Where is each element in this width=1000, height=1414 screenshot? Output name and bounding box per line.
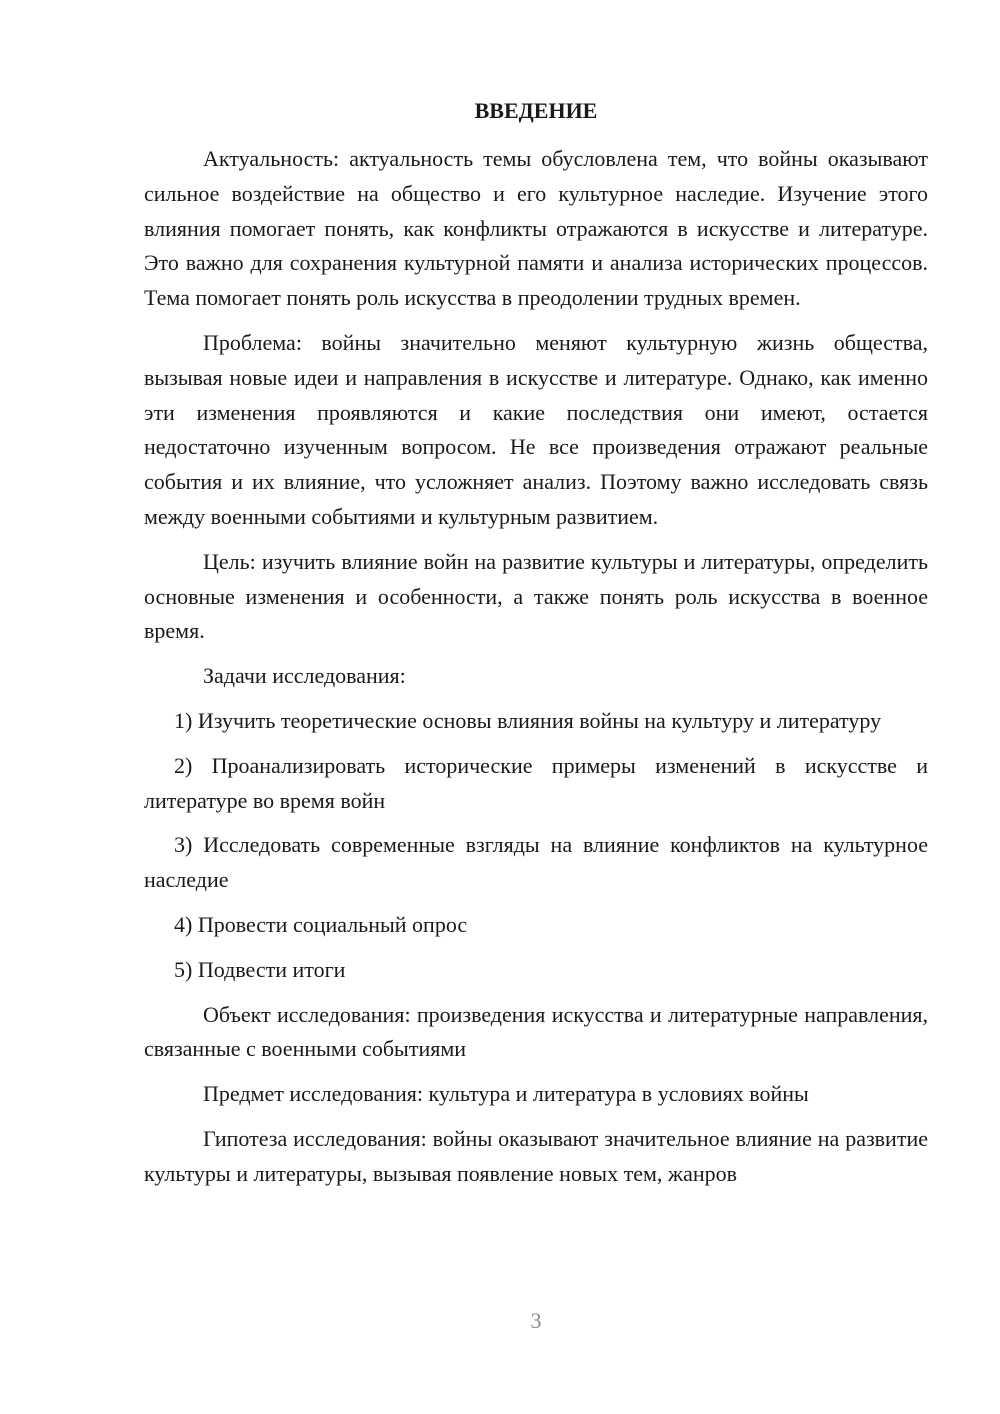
page-title: ВВЕДЕНИЕ <box>474 98 598 123</box>
document-body <box>144 142 928 1202</box>
task-item-4: 4) Провести социальный опрос <box>174 911 468 937</box>
goal-paragraph: Цель: изучить влияние войн на развитие культуры и литературы, определить основные изменения и особенности, а также понять роль искусства в военное время. <box>144 548 928 644</box>
problem-paragraph: Проблема: войны значительно меняют культурную жизнь общества, вызывая новые идеи и направления в искусстве и литературе. Однако, как именно эти изменения проявляются и какие последствия они имеют, остается недостаточно изученным вопросом. Не все произведения отражают реальные события и их влияние, что усложняет анализ. Поэтому важно исследовать связь между военными событиями и культурным развитием. <box>144 329 928 529</box>
relevance-paragraph: Актуальность: актуальность темы обусловлена тем, что войны оказывают сильное воздействие на общество и его культурное наследие. Изучение этого влияния помогает понять, как конфликты отражаются в искусстве и литературе. Это важно для сохранения культурной памяти и анализа исторических процессов. Тема помогает понять роль искусства в преодолении трудных времен. <box>144 146 928 311</box>
task-item-3: 3) Исследовать современные взгляды на влияние конфликтов на культурное наследие <box>144 832 928 893</box>
subject-paragraph: Предмет исследования: культура и литература в условиях войны <box>203 1081 809 1107</box>
hypothesis-paragraph: Гипотеза исследования: войны оказывают значительное влияние на развитие культуры и литературы, вызывая появление новых тем, жанров <box>144 1125 928 1186</box>
page-number: 3 <box>530 1308 542 1333</box>
task-item-2: 2) Проанализировать исторические примеры изменений в искусстве и литературе во время войн <box>144 752 928 813</box>
task-item-5: 5) Подвести итоги <box>174 956 346 982</box>
object-paragraph: Объект исследования: произведения искусства и литературные направления, связанные с военными событиями <box>144 1001 928 1062</box>
tasks-heading: Задачи исследования: <box>203 663 406 689</box>
task-item-1: 1) Изучить теоретические основы влияния войны на культуру и литературу <box>174 707 882 733</box>
